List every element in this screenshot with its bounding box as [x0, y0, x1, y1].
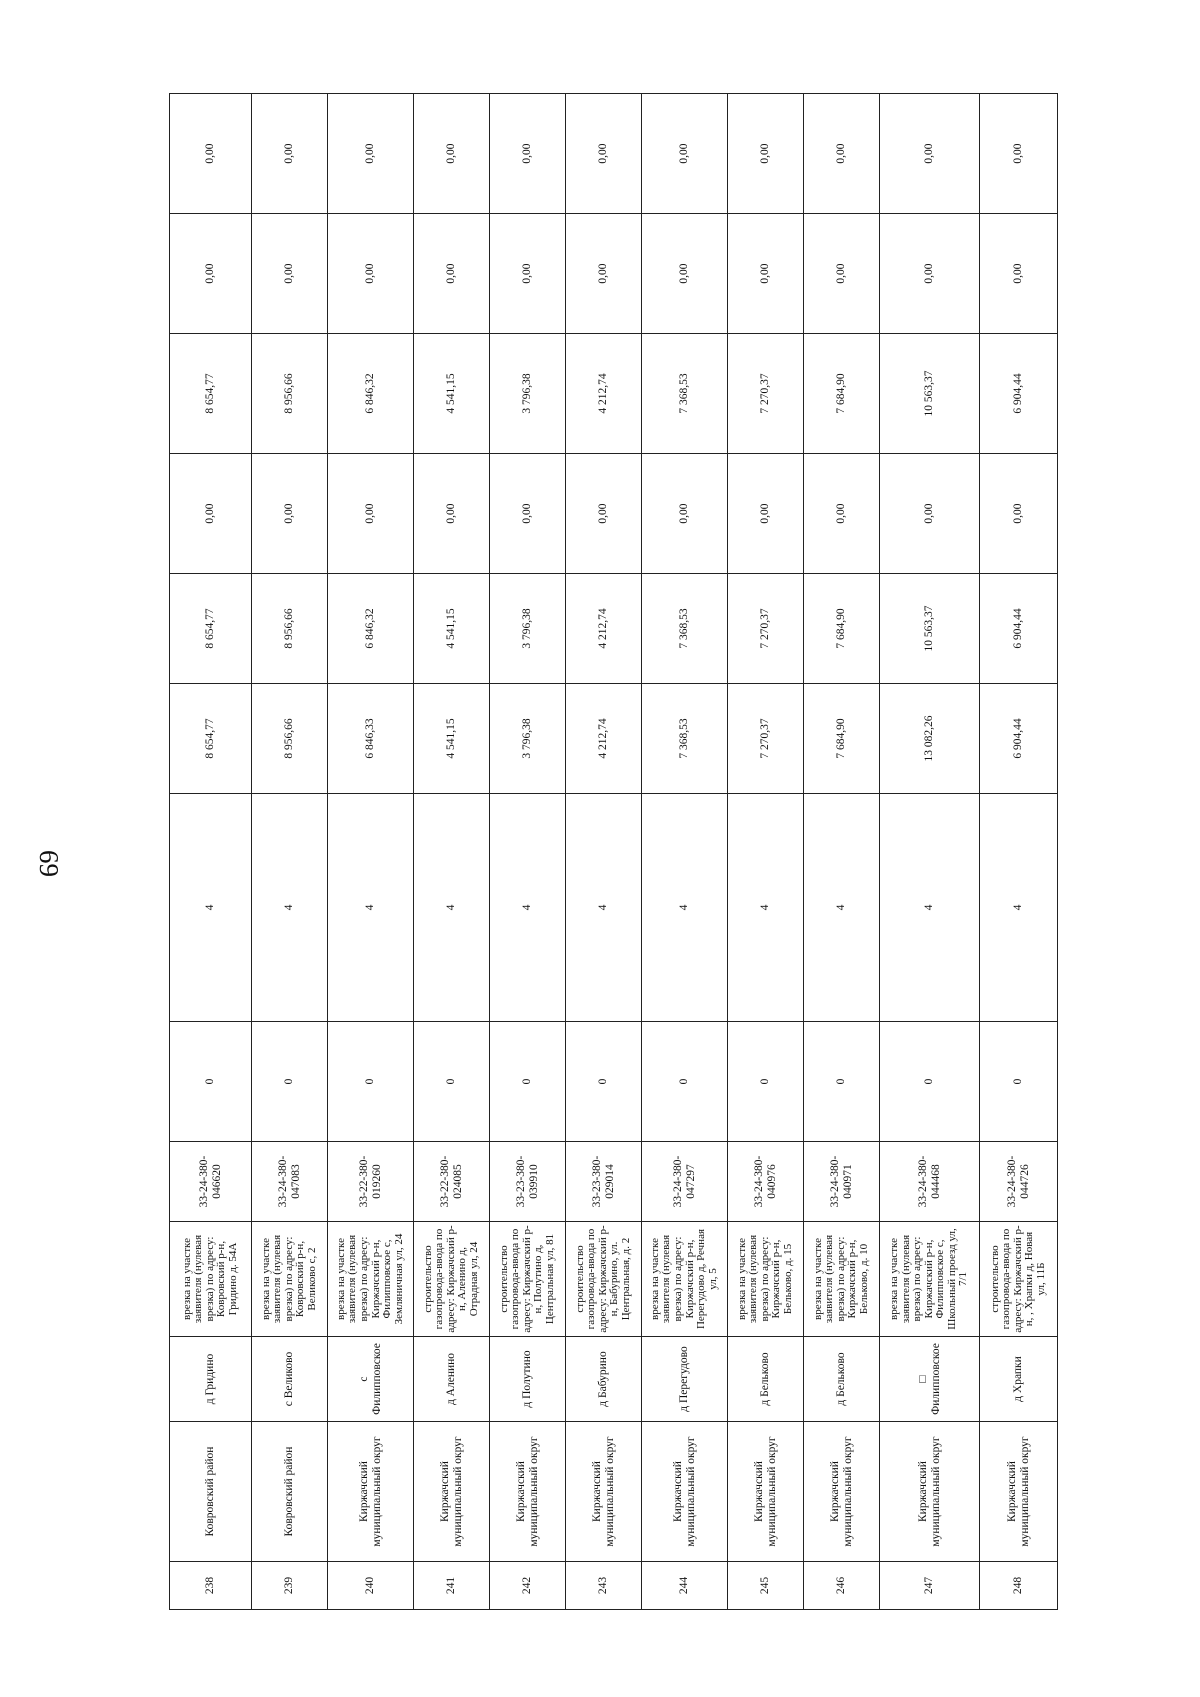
value-col-6: 4 212,74	[566, 334, 642, 454]
value-col-4: 7 270,37	[728, 574, 804, 684]
value-col-1: 0	[328, 1022, 414, 1142]
district-cell: Ковровский район	[252, 1422, 328, 1562]
district-cell: Киржачский муниципальный округ	[880, 1422, 980, 1562]
value-col-4: 6 846,32	[328, 574, 414, 684]
value-col-4: 7 684,90	[804, 574, 880, 684]
value-col-3: 6 846,33	[328, 684, 414, 794]
value-col-3: 7 368,53	[642, 684, 728, 794]
district-cell: Киржачский муниципальный округ	[490, 1422, 566, 1562]
value-col-7: 0,00	[642, 214, 728, 334]
value-col-8: 0,00	[880, 94, 980, 214]
value-col-2: 4	[328, 794, 414, 1022]
cadastral-number-cell: 33-24-380-040976	[728, 1142, 804, 1222]
table-row	[728, 94, 804, 1610]
address-cell: строительство газопровода-ввода по адресу: Киржачский р-н, Полутино д, Центральная ул, 81	[490, 1222, 566, 1337]
value-col-7: 0,00	[728, 214, 804, 334]
value-col-7: 0,00	[328, 214, 414, 334]
table-row	[566, 94, 642, 1610]
value-col-8: 0,00	[252, 94, 328, 214]
value-col-1: 0	[566, 1022, 642, 1142]
value-col-6: 3 796,38	[490, 334, 566, 454]
value-col-6: 8 654,77	[170, 334, 252, 454]
value-col-2: 4	[880, 794, 980, 1022]
district-cell: Киржачский муниципальный округ	[980, 1422, 1058, 1562]
gas-connection-table	[169, 93, 1058, 1610]
cadastral-number-cell: 33-24-380-040971	[804, 1142, 880, 1222]
locality-cell: д Полутино	[490, 1337, 566, 1422]
value-col-6: 6 846,32	[328, 334, 414, 454]
district-cell: Киржачский муниципальный округ	[566, 1422, 642, 1562]
table-body	[170, 94, 1058, 1610]
row-number: 243	[566, 1562, 642, 1610]
value-col-3: 8 956,66	[252, 684, 328, 794]
value-col-1: 0	[728, 1022, 804, 1142]
value-col-6: 4 541,15	[414, 334, 490, 454]
value-col-5: 0,00	[804, 454, 880, 574]
value-col-8: 0,00	[414, 94, 490, 214]
locality-cell: д Аленино	[414, 1337, 490, 1422]
locality-cell: д Бельково	[728, 1337, 804, 1422]
address-cell: врезка на участке заявителя (нулевая врезка) по адресу: Киржачский р-н, Филипповское с, Земляничная ул, 24	[328, 1222, 414, 1337]
value-col-4: 8 956,66	[252, 574, 328, 684]
district-cell: Киржачский муниципальный округ	[414, 1422, 490, 1562]
address-cell: строительство газопровода-ввода по адресу: Киржачский р-н, , Храпки д, Новая ул, 11Б	[980, 1222, 1058, 1337]
cadastral-number-cell: 33-24-380-044468	[880, 1142, 980, 1222]
address-cell: врезка на участке заявителя (нулевая врезка) по адресу: Ковровский р-н, Гридино д. 54А	[170, 1222, 252, 1337]
row-number: 246	[804, 1562, 880, 1610]
value-col-6: 6 904,44	[980, 334, 1058, 454]
value-col-1: 0	[252, 1022, 328, 1142]
table-row	[252, 94, 328, 1610]
district-cell: Киржачский муниципальный округ	[642, 1422, 728, 1562]
row-number: 241	[414, 1562, 490, 1610]
table-row	[804, 94, 880, 1610]
table-row	[980, 94, 1058, 1610]
value-col-5: 0,00	[728, 454, 804, 574]
address-cell: строительство газопровода-ввода по адресу: Киржачский р-н, Аленино д, Отрадная ул, 24	[414, 1222, 490, 1337]
table-row	[328, 94, 414, 1610]
rotated-page-body	[169, 94, 1057, 1610]
value-col-1: 0	[880, 1022, 980, 1142]
address-cell: врезка на участке заявителя (нулевая врезка) по адресу: Киржачский р-н, Бельково, д. 15	[728, 1222, 804, 1337]
value-col-5: 0,00	[170, 454, 252, 574]
value-col-3: 4 212,74	[566, 684, 642, 794]
address-cell: врезка на участке заявителя (нулевая врезка) по адресу: Ковровский р-н, Великово с, 2	[252, 1222, 328, 1337]
value-col-7: 0,00	[490, 214, 566, 334]
district-cell: Киржачский муниципальный округ	[728, 1422, 804, 1562]
value-col-7: 0,00	[804, 214, 880, 334]
row-number: 239	[252, 1562, 328, 1610]
locality-cell: с Великово	[252, 1337, 328, 1422]
locality-cell: д Бабурино	[566, 1337, 642, 1422]
locality-cell: д Бельково	[804, 1337, 880, 1422]
value-col-3: 13 082,26	[880, 684, 980, 794]
value-col-8: 0,00	[328, 94, 414, 214]
value-col-8: 0,00	[980, 94, 1058, 214]
district-cell: Ковровский район	[170, 1422, 252, 1562]
cadastral-number-cell: 33-22-380-024085	[414, 1142, 490, 1222]
locality-cell: д Храпки	[980, 1337, 1058, 1422]
value-col-5: 0,00	[414, 454, 490, 574]
value-col-3: 7 684,90	[804, 684, 880, 794]
address-cell: врезка на участке заявителя (нулевая врезка) по адресу: Киржачский р-н, Филипповское с, Школьный проезд ул, 7/1	[880, 1222, 980, 1337]
cadastral-number-cell: 33-24-380-047297	[642, 1142, 728, 1222]
value-col-2: 4	[980, 794, 1058, 1022]
value-col-7: 0,00	[880, 214, 980, 334]
cadastral-number-cell: 33-22-380-019260	[328, 1142, 414, 1222]
address-cell: врезка на участке заявителя (нулевая врезка) по адресу: Киржачский р-н, Бельково, д. 10	[804, 1222, 880, 1337]
table-row	[642, 94, 728, 1610]
locality-cell: д Гридино	[170, 1337, 252, 1422]
value-col-2: 4	[804, 794, 880, 1022]
value-col-7: 0,00	[980, 214, 1058, 334]
value-col-6: 10 563,37	[880, 334, 980, 454]
value-col-3: 3 796,38	[490, 684, 566, 794]
value-col-2: 4	[170, 794, 252, 1022]
locality-cell: □ Филипповское	[880, 1337, 980, 1422]
value-col-1: 0	[980, 1022, 1058, 1142]
row-number: 240	[328, 1562, 414, 1610]
row-number: 244	[642, 1562, 728, 1610]
value-col-2: 4	[490, 794, 566, 1022]
value-col-5: 0,00	[880, 454, 980, 574]
table-row	[170, 94, 252, 1610]
value-col-1: 0	[170, 1022, 252, 1142]
value-col-5: 0,00	[328, 454, 414, 574]
value-col-3: 7 270,37	[728, 684, 804, 794]
value-col-4: 10 563,37	[880, 574, 980, 684]
page-number: 69	[34, 850, 64, 877]
value-col-1: 0	[490, 1022, 566, 1142]
value-col-4: 7 368,53	[642, 574, 728, 684]
value-col-6: 8 956,66	[252, 334, 328, 454]
value-col-5: 0,00	[490, 454, 566, 574]
row-number: 247	[880, 1562, 980, 1610]
value-col-2: 4	[414, 794, 490, 1022]
row-number: 245	[728, 1562, 804, 1610]
value-col-3: 8 654,77	[170, 684, 252, 794]
cadastral-number-cell: 33-24-380-047083	[252, 1142, 328, 1222]
value-col-4: 6 904,44	[980, 574, 1058, 684]
row-number: 238	[170, 1562, 252, 1610]
value-col-4: 8 654,77	[170, 574, 252, 684]
value-col-2: 4	[252, 794, 328, 1022]
value-col-5: 0,00	[252, 454, 328, 574]
district-cell: Киржачский муниципальный округ	[804, 1422, 880, 1562]
row-number: 248	[980, 1562, 1058, 1610]
cadastral-number-cell: 33-23-380-029014	[566, 1142, 642, 1222]
value-col-6: 7 684,90	[804, 334, 880, 454]
value-col-5: 0,00	[980, 454, 1058, 574]
locality-cell: с Филипповское	[328, 1337, 414, 1422]
row-number: 242	[490, 1562, 566, 1610]
value-col-5: 0,00	[566, 454, 642, 574]
value-col-8: 0,00	[566, 94, 642, 214]
district-cell: Киржачский муниципальный округ	[328, 1422, 414, 1562]
value-col-7: 0,00	[566, 214, 642, 334]
cadastral-number-cell: 33-23-380-039910	[490, 1142, 566, 1222]
value-col-3: 4 541,15	[414, 684, 490, 794]
value-col-8: 0,00	[490, 94, 566, 214]
value-col-8: 0,00	[642, 94, 728, 214]
value-col-4: 3 796,38	[490, 574, 566, 684]
value-col-1: 0	[414, 1022, 490, 1142]
table-row	[490, 94, 566, 1610]
value-col-5: 0,00	[642, 454, 728, 574]
cadastral-number-cell: 33-24-380-044726	[980, 1142, 1058, 1222]
value-col-4: 4 212,74	[566, 574, 642, 684]
address-cell: врезка на участке заявителя (нулевая врезка) по адресу: Киржачский р-н, Перегудово д, Речная ул, 5	[642, 1222, 728, 1337]
value-col-6: 7 368,53	[642, 334, 728, 454]
value-col-2: 4	[566, 794, 642, 1022]
value-col-7: 0,00	[414, 214, 490, 334]
cadastral-number-cell: 33-24-380-046620	[170, 1142, 252, 1222]
value-col-2: 4	[728, 794, 804, 1022]
address-cell: строительство газопровода-ввода по адресу: Киржачский р-н, Бабурино, ул. Центральная, д. 2	[566, 1222, 642, 1337]
value-col-7: 0,00	[252, 214, 328, 334]
value-col-8: 0,00	[804, 94, 880, 214]
value-col-2: 4	[642, 794, 728, 1022]
locality-cell: д Перегудово	[642, 1337, 728, 1422]
value-col-3: 6 904,44	[980, 684, 1058, 794]
table-row	[414, 94, 490, 1610]
value-col-4: 4 541,15	[414, 574, 490, 684]
table-row	[880, 94, 980, 1610]
value-col-1: 0	[642, 1022, 728, 1142]
value-col-6: 7 270,37	[728, 334, 804, 454]
value-col-7: 0,00	[170, 214, 252, 334]
value-col-8: 0,00	[170, 94, 252, 214]
value-col-8: 0,00	[728, 94, 804, 214]
value-col-1: 0	[804, 1022, 880, 1142]
